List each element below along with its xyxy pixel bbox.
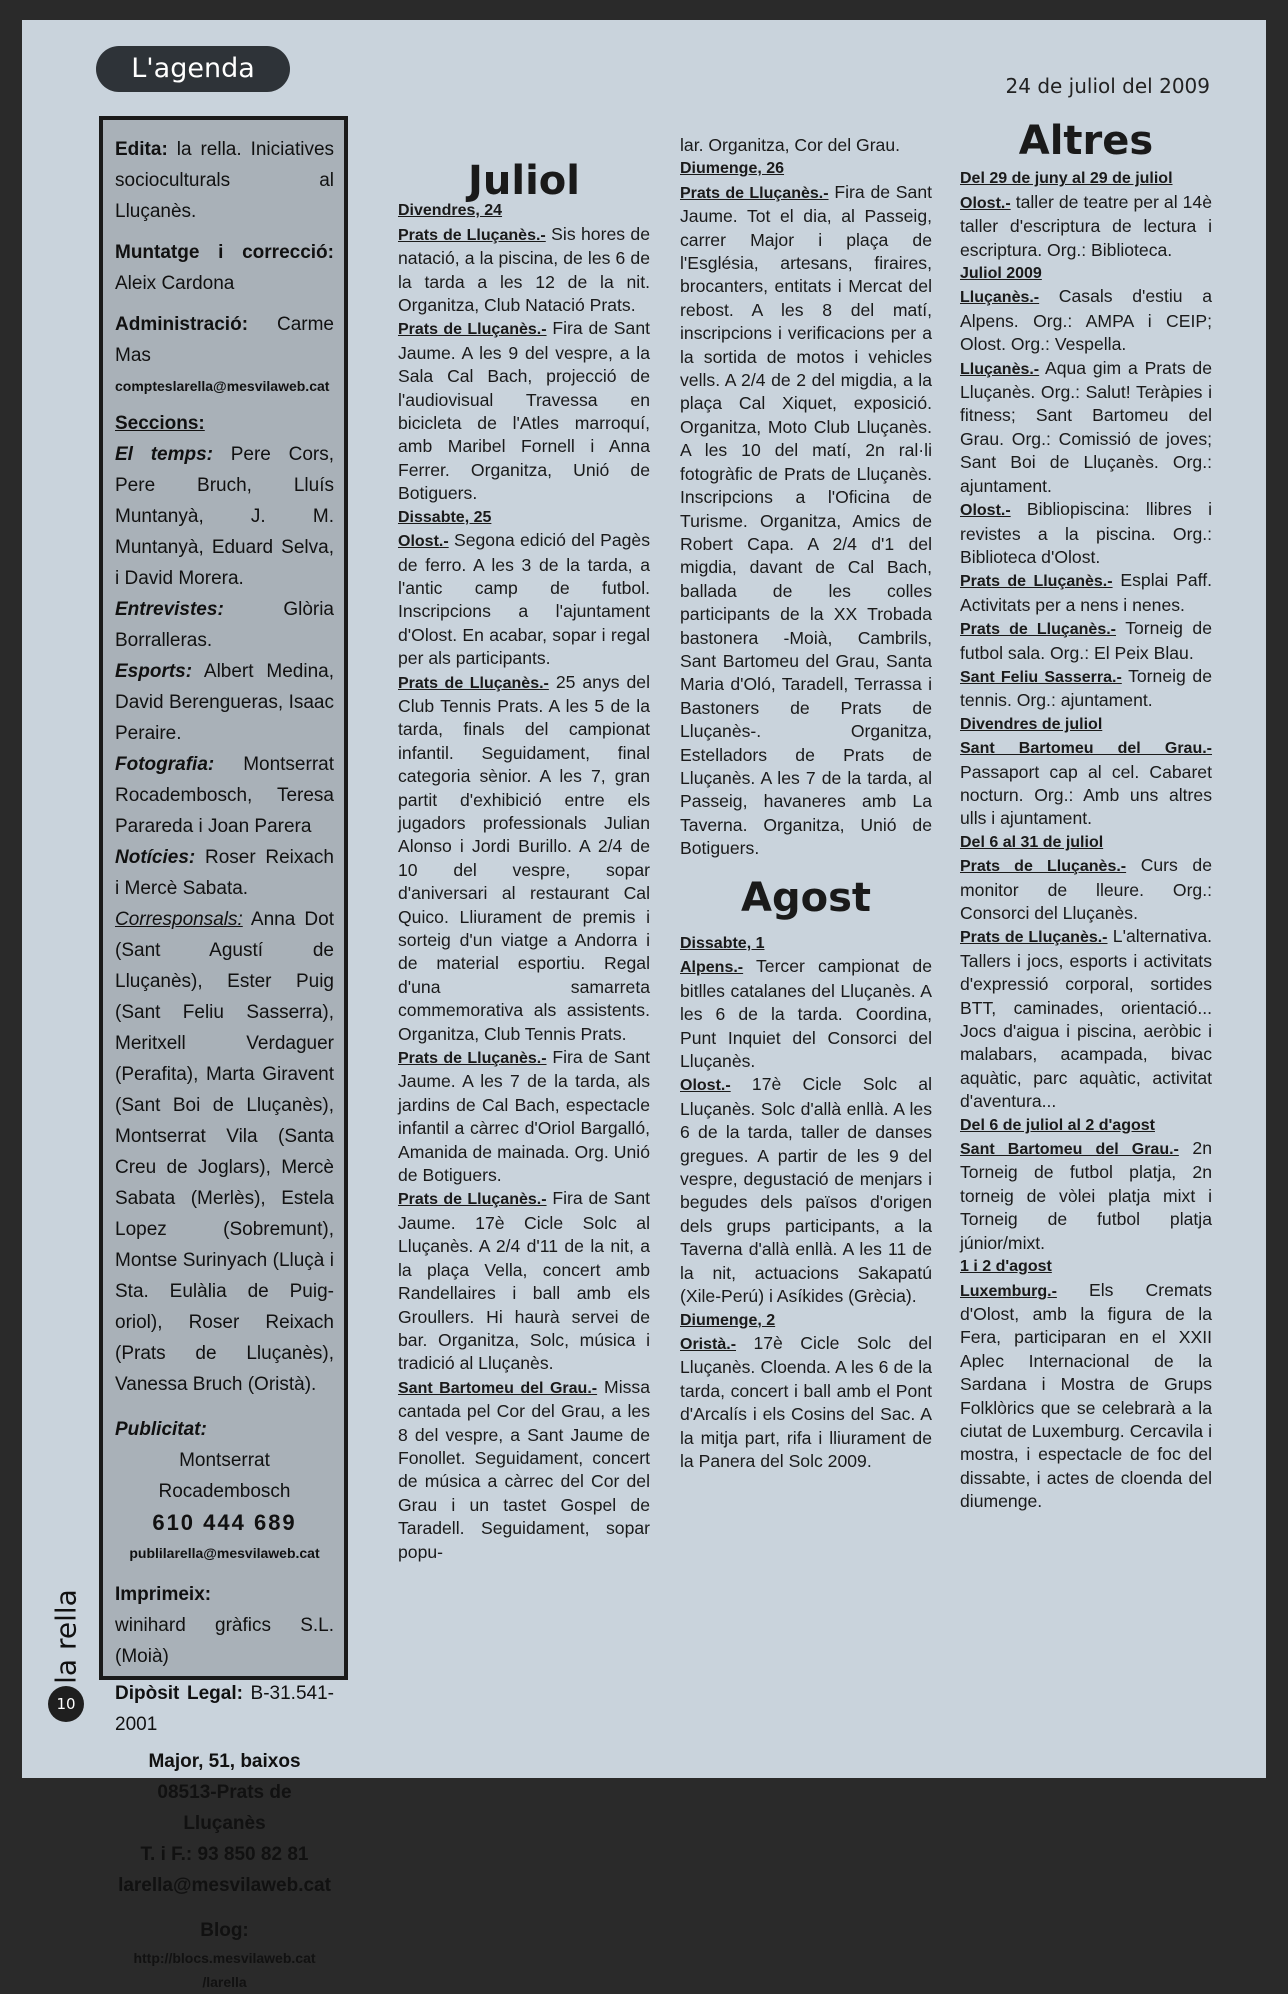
agenda-entry: Prats de Lluçanès.- Fira de Sant Jaume. 17è Cicle Solc al Lluçanès. A 2/4 d'11 de la nit, a la plaça Vella, concert amb Randellaires i ball amb els Groullers. Hi haurà servei de bar. Organitza, Solc, música i tradició al Lluçanès. [398, 1188, 651, 1374]
credit-administracio: Administració: Carme Mas [115, 314, 334, 366]
month-heading-agost: Agost [741, 874, 871, 921]
day-heading: Del 29 de juny al 29 de juliol [960, 170, 1173, 188]
credit-blog-heading: Blog: [200, 1920, 249, 1941]
publication-side-label: la rella [49, 1589, 83, 1684]
agenda-column-juliol [398, 158, 651, 1564]
credit-muntatge: Muntatge i correcció: Aleix Cardona [115, 242, 334, 294]
credit-corresponsals: Corresponsals: Anna Dot (Sant Agustí de Lluçanès), Ester Puig (Sant Feliu Sasserra), Meritxell Verdaguer (Perafita), Marta Giravent (Sant Boi de Lluçanès), Montserrat Vila (Santa Creu de Joglars), Mercè Sabata (Merlès), Estela Lopez (Sobremunt), Montse Surinyach (Lluçà i Sta. Eulàlia de Puig-oriol), Roser Reixach (Prats de Lluçanès), Vanessa Bruch (Oristà). [115, 909, 334, 1395]
agenda-entry: Sant Bartomeu del Grau.- Passaport cap al cel. Cabaret nocturn. Org.: Amb uns altres ulls i ajuntament. [960, 740, 1212, 829]
agenda-entry: Prats de Lluçanès.- Fira de Sant Jaume. A les 9 del vespre, a la Sala Cal Bach, projecció de l'audiovisual Travessa en bicicleta de l'Atles marroquí, amb Maribel Fornell i Anna Ferrer. Organitza, Unió de Botiguers. [398, 318, 651, 504]
agenda-entry: Olost.- taller de teatre per al 14è taller d'escriptura de lectura i escriptura. Org.: Biblioteca. [960, 191, 1212, 260]
credit-diposit: Dipòsit Legal: B-31.541-2001 [115, 1683, 334, 1735]
day-heading: Diumenge, 26 [680, 160, 785, 178]
credit-publicitat-phone: 610 444 689 [152, 1510, 297, 1535]
credit-edita: Edita: la rella. Iniciatives socioculturals al Lluçanès. [115, 139, 335, 222]
agenda-entry: Prats de Lluçanès.- Torneig de futbol sala. Org.: El Peix Blau. [960, 618, 1213, 663]
credit-imprimeix-heading: Imprimeix: [115, 1584, 212, 1605]
agenda-entry: Sant Feliu Sasserra.- Torneig de tennis. Org.: ajuntament. [960, 665, 1212, 711]
agenda-entry: Prats de Lluçanès.- Curs de monitor de lleure. Org.: Consorci del Lluçanès. [960, 855, 1212, 923]
agenda-entry: Sant Bartomeu del Grau.- Missa cantada pel Cor del Grau, a les 8 del vespre, a Sant Jaume de Fonollet. Seguidament, concert de música a càrrec del Cor del Grau i un tastet Gospel de Taradell. Seguidament, sopar popu- [398, 1376, 650, 1562]
credit-publicitat-name: Montserrat Rocadembosch [158, 1450, 291, 1502]
day-heading: 1 i 2 d'agost [960, 1258, 1052, 1276]
agenda-entry: Olost.- Segona edició del Pagès de ferro. A les 3 de la tarda, a l'antic camp de futbol. Inscripcions a l'ajuntament d'Olost. En acabar, sopar i regal per als participants. [398, 530, 650, 669]
page-number: 10 [48, 1686, 84, 1722]
agenda-entry: Luxemburg.- Els Cremats d'Olost, amb la figura de la Fera, participaran en el XXII Aplec Internacional de la Sardana i Mostra de Grups Folklòrics que se celebrarà a la ciutat de Luxemburg. Cercavila i mostra, i espectacle de foc del dissabte, i actes de cloenda del diumenge. [960, 1279, 1212, 1512]
credit-admin-email: compteslarella@mesvilaweb.cat [115, 378, 330, 394]
issue-date: 24 de juliol del 2009 [1005, 74, 1210, 98]
credit-imprimeix-text: winihard gràfics S.L. (Moià) [115, 1615, 334, 1667]
agenda-column-altres [960, 118, 1213, 1514]
credit-blog-url-1[interactable]: http://blocs.mesvilaweb.cat [133, 1950, 316, 1966]
day-heading: Divendres, 24 [398, 202, 503, 220]
agenda-entry: Prats de Lluçanès.- Fira de Sant Jaume. Tot el dia, al Passeig, carrer Major i plaça de l'Església, artesans, firaires, brocanters, entitats i Mercat del rebost. A les 8 del matí, inscripcions i verificacions per a la sortida de motos i vehicles vells. A 2/4 de 2 del migdia, a la plaça Cal Xiquet, exposició. Organitza, Moto Club Lluçanès. A les 10 del matí, 2n ral·li fotogràfic de Prats de Lluçanès. Inscripcions a l'Oficina de Turisme. Organitza, Amics de Robert Capa. A 2/4 d'1 del migdia, davant de Cal Bach, ballada de les colles participants de la XX Trobada bastonera -Moià, Cambrils, Sant Bartomeu del Grau, Santa Maria d'Oló, Taradell, Terrassa i Bastoners de Prats de Lluçanès-. Organitza, Estelladors de Prats de Lluçanès. A les 7 de la tarda, al Passeig, havaneres amb La Taverna. Organitza, Unió de Botiguers. [680, 181, 933, 859]
credit-publicitat-email: publilarella@mesvilaweb.cat [129, 1545, 320, 1561]
agenda-entry: Lluçanès.- Casals d'estiu a Alpens. Org.: AMPA i CEIP; Olost. Org.: Vespella. [960, 286, 1212, 355]
day-heading: Diumenge, 2 [680, 1311, 776, 1329]
agenda-entry: Prats de Lluçanès.- 25 anys del Club Tennis Prats. A les 5 de la tarda, finals del campionat infantil. Seguidament, final categoria sènior. A les 7, gran partit d'exhibició entre els jugadors professionals Julian Alonso i Jordi Burillo. A 2/4 de 10 del vespre, sopar d'aniversari al restaurant Cal Quico. Lliurament de premis i sorteig d'un viatge a Andorra i de material esportiu. Regal d'una samarreta commemorativa als assistents. Organitza, Club Tennis Prats. [398, 671, 650, 1044]
agenda-column-continued [680, 134, 932, 1473]
credit-entrevistes: Entrevistes: Glòria Borralleras. [115, 599, 334, 651]
credit-address-1: Major, 51, baixos [148, 1751, 301, 1772]
agenda-entry: Alpens.- Tercer campionat de bitlles catalanes del Lluçanès. A les 6 de la tarda. Coordina, Punt Inquiet del Consorci del Lluçanès. [680, 956, 932, 1072]
credit-publicitat-heading: Publicitat: [115, 1419, 207, 1440]
section-label: L'agenda [96, 46, 290, 92]
credit-temps: El temps: Pere Cors, Pere Bruch, Lluís Muntanyà, J. M. Muntanyà, Eduard Selva, i David Morera. [115, 444, 334, 589]
month-heading-juliol: Juliol [468, 158, 580, 204]
agenda-entry: Prats de Lluçanès.- L'alternativa. Tallers i jocs, esports i activitats d'expressió corporal, sortides BTT, caminades, orientació... Jocs d'aigua i piscina, aeròbic i malabars, acampada, bivac aquàtic, parc aquàtic, activitat d'aventura... [960, 926, 1213, 1112]
credit-fotografia: Fotografia: Montserrat Rocadembosch, Teresa Parareda i Joan Parera [115, 754, 334, 837]
day-heading: Juliol 2009 [960, 265, 1042, 283]
agenda-entry: Prats de Lluçanès.- Fira de Sant Jaume. A les 7 de la tarda, als jardins de Cal Bach, espectacle infantil a càrrec d'Oriol Bargalló, Amanida de mainada. Org. Unió de Botiguers. [398, 1047, 651, 1186]
agenda-entry: Olost.- Bibliopiscina: llibres i revistes a la piscina. Org.: Biblioteca d'Olost. [960, 499, 1212, 567]
credit-noticies: Notícies: Roser Reixach i Mercè Sabata. [115, 847, 335, 899]
agenda-entry: Oristà.- 17è Cicle Solc del Lluçanès. Cloenda. A les 6 de la tarda, concert i ball amb el Pont d'Arcalís i els Cosins del Sac. A la mitja part, rifa i lliurament de la Panera del Solc 2009. [680, 1332, 932, 1471]
credit-email: larella@mesvilaweb.cat [118, 1875, 331, 1896]
credit-phone: T. i F.: 93 850 82 81 [140, 1844, 309, 1865]
agenda-entry: Prats de Lluçanès.- Esplai Paff. Activitats per a nens i nenes. [960, 570, 1212, 615]
credit-address-2: 08513-Prats de Lluçanès [157, 1782, 292, 1834]
day-heading: Divendres de juliol [960, 715, 1103, 733]
agenda-entry: Sant Bartomeu del Grau.- 2n Torneig de futbol platja, 2n torneig de vòlei platja mixt i Torneig de futbol platja júnior/mixt. [960, 1138, 1213, 1253]
day-heading: Dissabte, 25 [398, 508, 492, 526]
credit-seccions-heading: Seccions: [115, 413, 205, 434]
agenda-entry: Lluçanès.- Aqua gim a Prats de Lluçanès. Org.: Salut! Teràpies i fitness; Sant Bartomeu del Grau. Org.: Comissió de joves; Sant Boi de Lluçanès. Org.: ajuntament. [960, 357, 1212, 496]
day-heading: Del 6 al 31 de juliol [960, 833, 1104, 851]
day-heading: Dissabte, 1 [680, 935, 765, 952]
agenda-entry: Olost.- 17è Cicle Solc al Lluçanès. Solc d'allà enllà. A les 6 de la tarda, taller de danses gregues. A partir de les 9 del vespre, degustació de menjars i begudes dels països d'origen dels grups participants, a la Taverna d'allà enllà. A les 11 de la nit, actuacions Sakapatú (Xile-Perú) i Asíkides (Grècia). [680, 1074, 932, 1307]
agenda-entry: Prats de Lluçanès.- Sis hores de natació, a la piscina, de les 6 de la tarda a les 12 de la nit. Organitza, Club Natació Prats. [398, 223, 651, 316]
day-heading: Del 6 de juliol al 2 d'agost [960, 1116, 1155, 1134]
agenda-entry-continuation: lar. Organitza, Cor del Grau. [680, 135, 901, 155]
credit-blog-url-2[interactable]: /larella [202, 1974, 247, 1990]
section-heading-altres: Altres [1018, 118, 1154, 164]
credits-box [99, 116, 348, 1990]
credit-esports: Esports: Albert Medina, David Berengueras, Isaac Peraire. [115, 661, 334, 744]
